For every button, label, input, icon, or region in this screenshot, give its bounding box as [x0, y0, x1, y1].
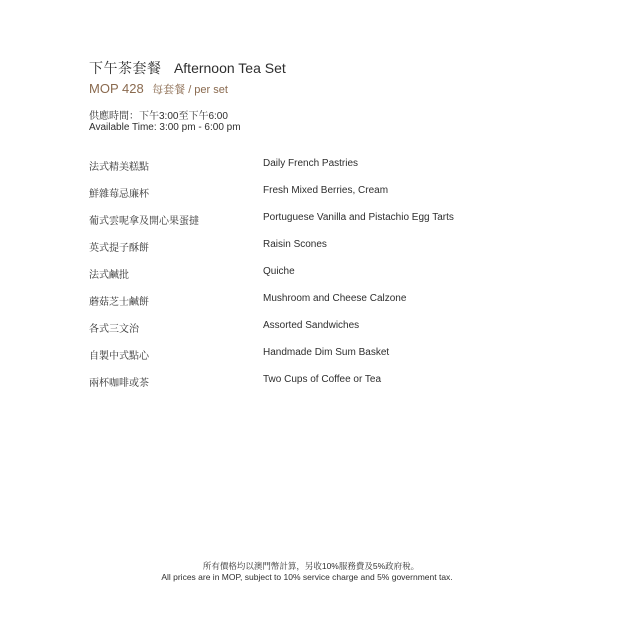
menu-item-chinese: 蘑菇芝士鹹餅 [89, 297, 149, 308]
menu-item [89, 266, 529, 293]
menu-item-english: Mushroom and Cheese Calzone [263, 293, 407, 304]
menu-item [89, 158, 529, 185]
menu-item-chinese: 各式三文治 [89, 324, 139, 335]
available-time-chinese: 供應時間：下午3:00至下午6:00 [89, 111, 228, 122]
menu-item [89, 347, 529, 374]
menu-item [89, 239, 529, 266]
menu-item-english: Daily French Pastries [263, 158, 359, 169]
available-time-english: Available Time: 3:00 pm - 6:00 pm [89, 122, 241, 133]
menu-item-chinese: 自製中式點心 [89, 351, 149, 362]
menu-list [89, 158, 529, 401]
menu-item-english: Handmade Dim Sum Basket [263, 347, 390, 358]
set-price: MOP 428 [89, 81, 144, 96]
menu-item-chinese: 法式鹹批 [89, 270, 129, 281]
menu-item-english: Fresh Mixed Berries, Cream [263, 185, 389, 196]
menu-item-chinese: 鮮雜莓忌廉杯 [89, 189, 149, 200]
footer-note-chinese: 所有價格均以澳門幣計算，另收10%服務費及5%政府稅。 [202, 561, 420, 571]
menu-item [89, 374, 529, 401]
menu-item [89, 293, 529, 320]
page-title [89, 58, 286, 78]
menu-item [89, 185, 529, 212]
title-chinese: 下午茶套餐 [89, 60, 162, 76]
menu-item-english: Quiche [263, 266, 295, 277]
menu-item-english: Two Cups of Coffee or Tea [263, 374, 382, 385]
menu-item [89, 320, 529, 347]
menu-item-english: Assorted Sandwiches [263, 320, 360, 331]
title-english: Afternoon Tea Set [173, 60, 286, 76]
menu-item-english: Portuguese Vanilla and Pistachio Egg Tarts [263, 212, 454, 223]
menu-item-chinese: 兩杯咖啡或茶 [89, 378, 149, 389]
menu-item-english: Raisin Scones [263, 239, 327, 250]
menu-item-chinese: 葡式雲呢拿及開心果蛋撻 [89, 216, 199, 227]
menu-item-chinese: 英式提子酥餅 [89, 243, 149, 254]
footer-note-english: All prices are in MOP, subject to 10% service charge and 5% government tax. [161, 572, 453, 582]
price-line [89, 80, 228, 98]
price-unit: 每套餐 / per set [152, 84, 228, 96]
menu-item-chinese: 法式精美糕點 [89, 162, 149, 173]
menu-item [89, 212, 529, 239]
